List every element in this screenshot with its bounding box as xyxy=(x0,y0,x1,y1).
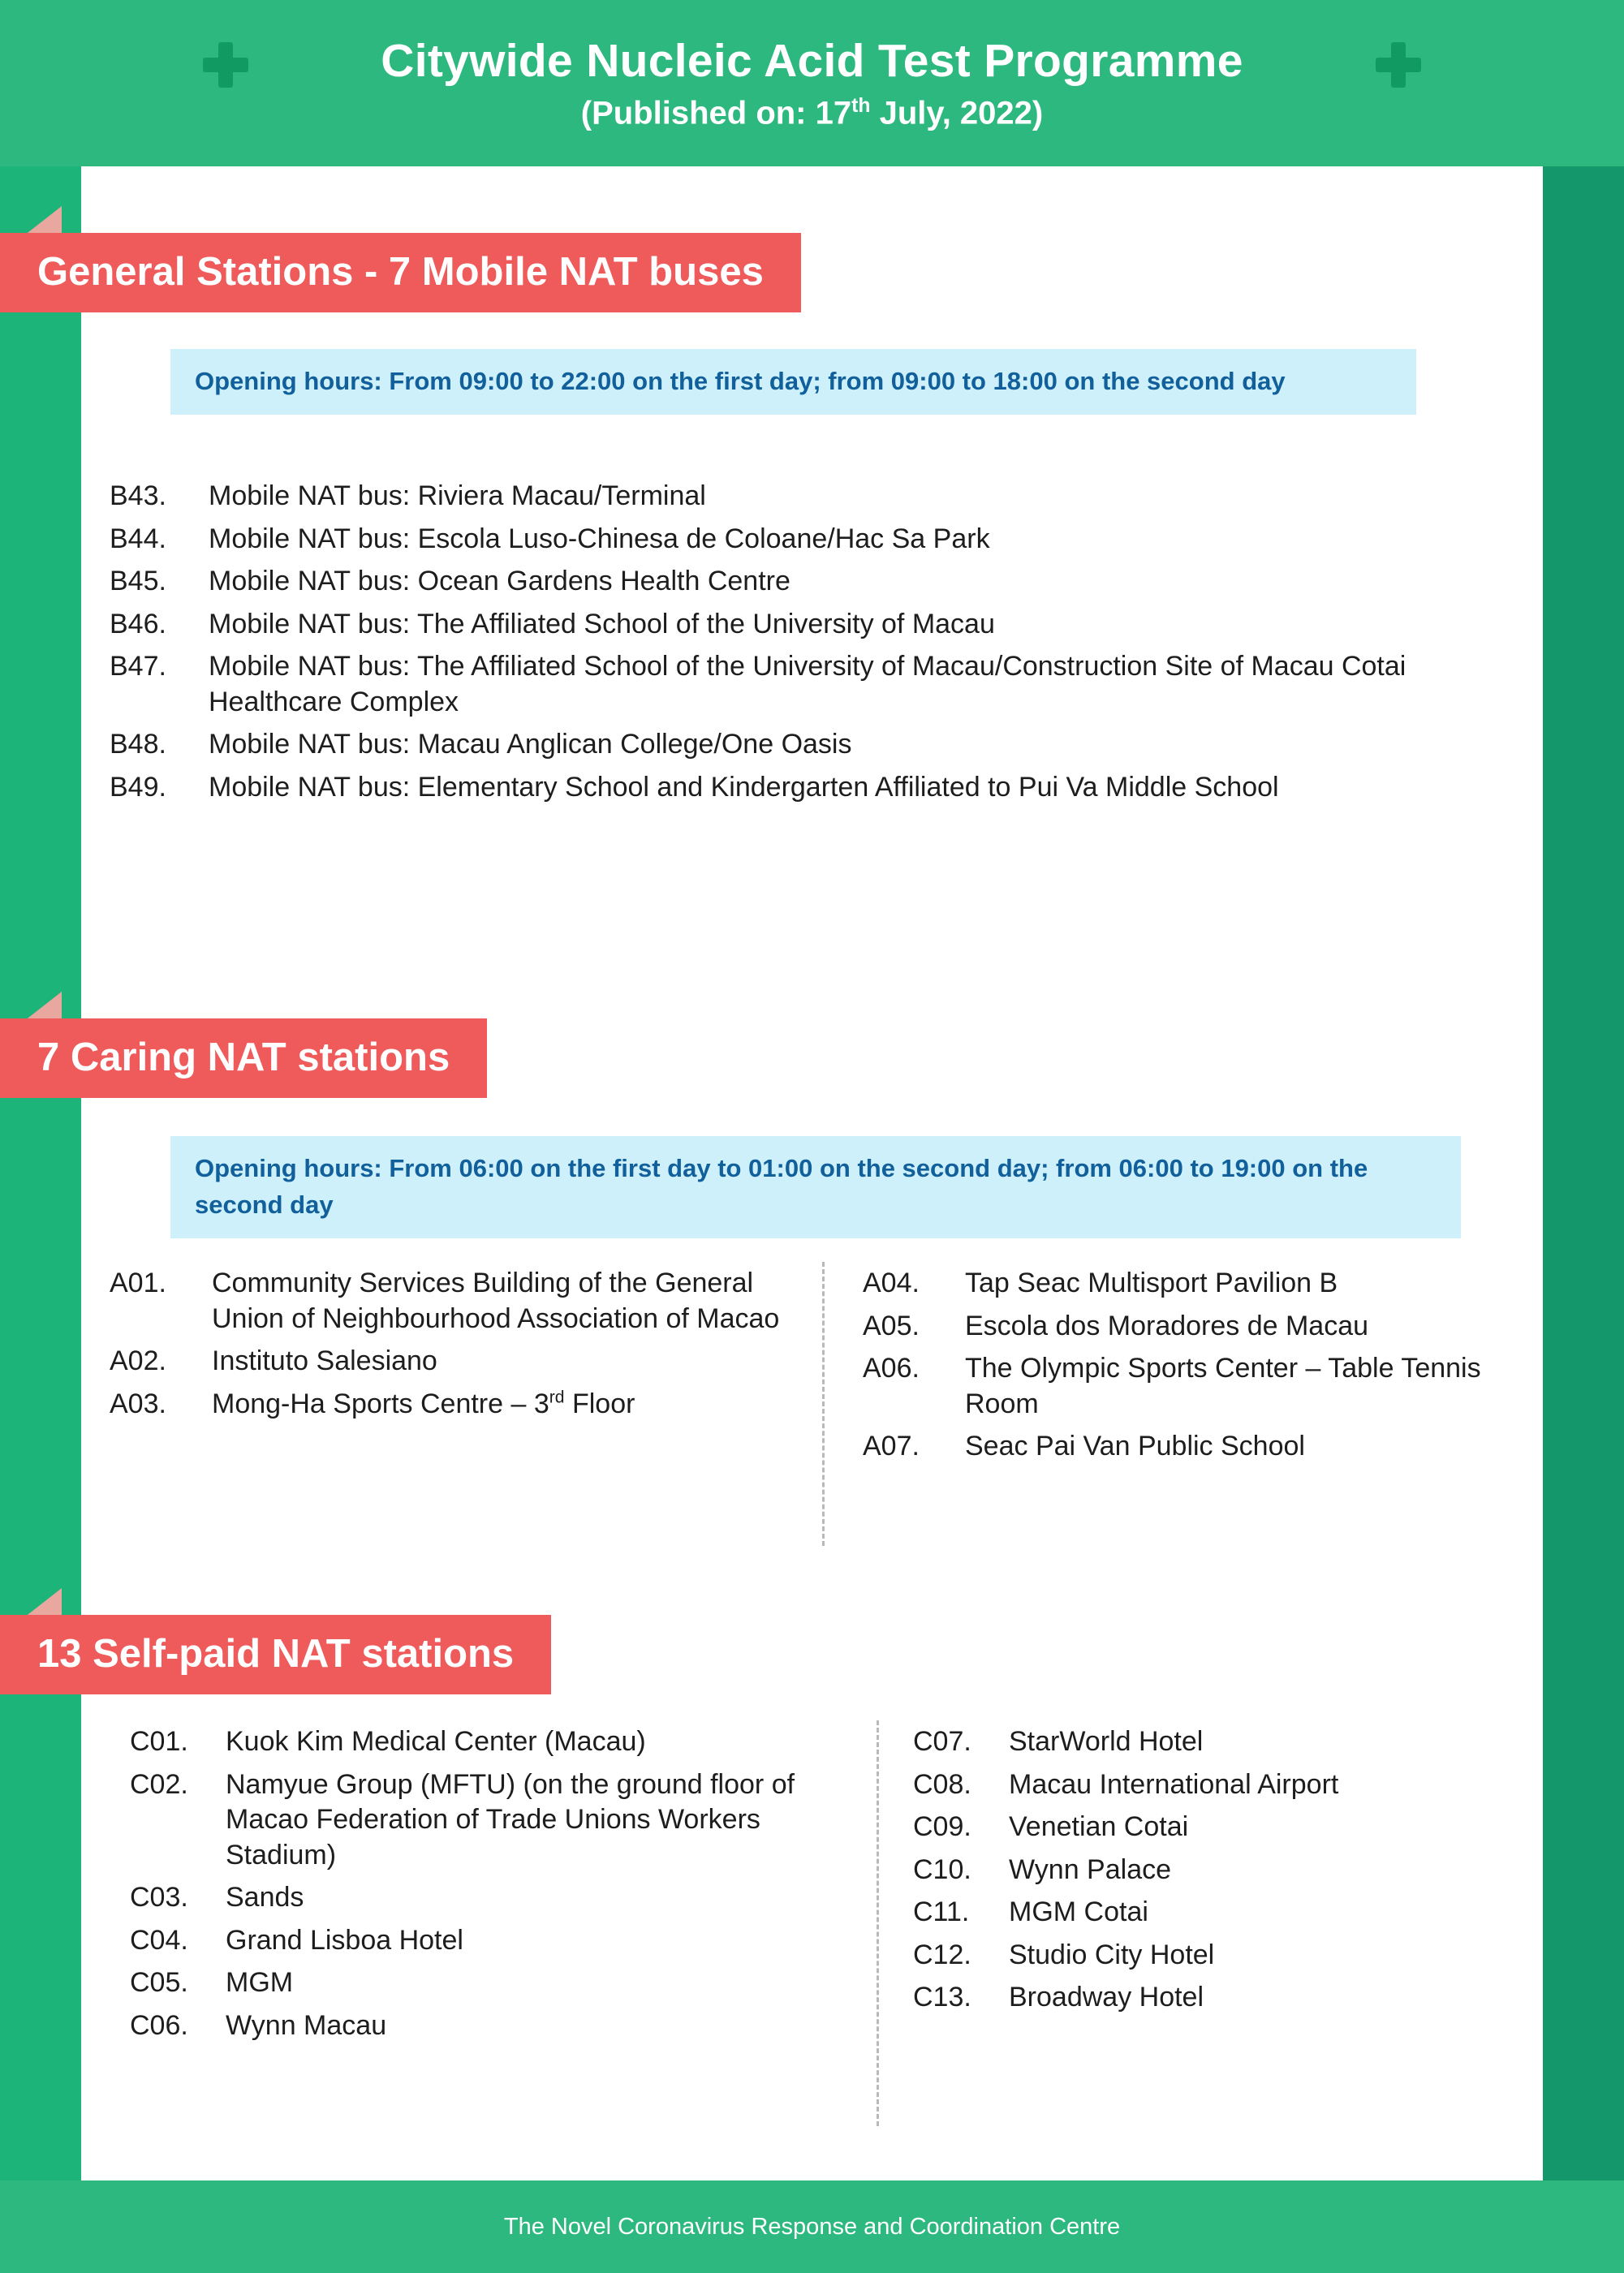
station-code: B44. xyxy=(110,523,166,554)
station-code: B48. xyxy=(110,729,166,760)
poster-header xyxy=(0,0,1624,166)
station-name: Namyue Group (MFTU) (on the ground floor of Macao Federation of Trade Unions Workers Stadium) xyxy=(226,1768,795,1870)
section-3-column-divider xyxy=(877,1720,879,2126)
station-code: B45. xyxy=(110,566,166,597)
list-item xyxy=(110,479,1522,514)
station-name: MGM Cotai xyxy=(1009,1896,1148,1928)
station-name: Community Services Building of the General Union of Neighbourhood Association of Macao xyxy=(212,1268,780,1334)
poster-footer xyxy=(0,2180,1624,2273)
station-code: A06. xyxy=(863,1353,920,1384)
list-item xyxy=(913,1724,1530,1760)
station-code: C01. xyxy=(130,1726,188,1757)
section-1-station-list xyxy=(110,479,1522,812)
station-code: B46. xyxy=(110,608,166,639)
station-name: Tap Seac Multisport Pavilion B xyxy=(965,1268,1338,1298)
list-item xyxy=(110,564,1522,600)
station-code: A04. xyxy=(863,1268,920,1298)
station-name: Studio City Hotel xyxy=(1009,1939,1215,1970)
list-item xyxy=(130,2008,803,2044)
list-item xyxy=(110,770,1522,806)
station-name: Mobile NAT bus: The Affiliated School of the University of Macau/Construction Site of Macau Cotai Healthcare Complex xyxy=(209,651,1406,717)
medical-cross-icon-left xyxy=(203,42,248,88)
station-code: C03. xyxy=(130,1882,188,1914)
station-code: C06. xyxy=(130,2009,188,2041)
station-code: C07. xyxy=(913,1726,971,1757)
station-name-tail: Floor xyxy=(564,1388,635,1419)
station-name: Mobile NAT bus: Riviera Macau/Terminal xyxy=(209,480,706,511)
station-code: C13. xyxy=(913,1982,971,2013)
station-code: A05. xyxy=(863,1310,920,1341)
list-item xyxy=(110,522,1522,557)
list-item xyxy=(110,607,1522,643)
station-code: C12. xyxy=(913,1939,971,1970)
station-name: Mobile NAT bus: Elementary School and Kindergarten Affiliated to Pui Va Middle School xyxy=(209,771,1279,803)
station-name: Wynn Palace xyxy=(1009,1853,1172,1885)
station-name: Macau International Airport xyxy=(1009,1768,1339,1800)
section-3-banner-wrap xyxy=(0,1615,551,1694)
list-item xyxy=(130,1724,803,1760)
list-item xyxy=(130,1880,803,1916)
section-1-banner-wrap xyxy=(0,233,801,312)
station-name: MGM xyxy=(226,1967,294,1999)
station-name: Mobile NAT bus: The Affiliated School of the University of Macau xyxy=(209,608,995,639)
list-item xyxy=(863,1429,1512,1465)
station-name: Kuok Kim Medical Center (Macau) xyxy=(226,1726,646,1757)
station-code: A03. xyxy=(110,1388,166,1419)
station-name: Instituto Salesiano xyxy=(212,1345,437,1377)
section-2-column-divider xyxy=(822,1262,825,1546)
station-name: Mobile NAT bus: Macau Anglican College/One Oasis xyxy=(209,729,852,760)
list-item xyxy=(913,1980,1530,2016)
list-item xyxy=(863,1309,1512,1345)
background-band-right xyxy=(1543,0,1624,2273)
background-band-left xyxy=(0,0,81,2273)
list-item xyxy=(913,1938,1530,1974)
section-1-opening-hours: Opening hours: From 09:00 to 22:00 on the first day; from 09:00 to 18:00 on the second day xyxy=(170,349,1416,415)
station-name: Venetian Cotai xyxy=(1009,1811,1189,1843)
header-text-block xyxy=(381,35,1243,131)
station-code: A01. xyxy=(110,1268,166,1298)
station-code: C04. xyxy=(130,1924,188,1956)
station-name: StarWorld Hotel xyxy=(1009,1726,1204,1757)
station-code: B43. xyxy=(110,480,166,511)
publish-date-ordinal: th xyxy=(851,94,871,117)
station-name xyxy=(212,1387,799,1423)
station-code: C08. xyxy=(913,1768,971,1800)
list-item xyxy=(130,1965,803,2001)
section-3-banner: 13 Self-paid NAT stations xyxy=(0,1615,551,1694)
list-item xyxy=(110,727,1522,763)
station-name: Wynn Macau xyxy=(226,2009,387,2041)
station-name: The Olympic Sports Center – Table Tennis Room xyxy=(965,1353,1481,1419)
section-2-station-list-right xyxy=(863,1266,1512,1472)
station-code: B49. xyxy=(110,771,166,803)
section-2-station-list-left xyxy=(110,1266,799,1429)
station-name: Mobile NAT bus: Ocean Gardens Health Centre xyxy=(209,566,790,597)
station-code: C02. xyxy=(130,1768,188,1800)
publish-date-prefix: (Published on: 17 xyxy=(580,94,852,131)
station-code: A07. xyxy=(863,1431,920,1462)
publish-date xyxy=(381,95,1243,131)
station-name-main: Mong-Ha Sports Centre – 3 xyxy=(212,1388,549,1419)
station-name: Sands xyxy=(226,1882,304,1914)
section-1-banner: General Stations - 7 Mobile NAT buses xyxy=(0,233,801,312)
list-item xyxy=(913,1810,1530,1845)
station-code: B47. xyxy=(110,651,166,682)
list-item xyxy=(110,1387,799,1423)
list-item xyxy=(110,1266,799,1337)
list-item xyxy=(913,1767,1530,1803)
list-item xyxy=(130,1923,803,1959)
list-item xyxy=(110,1344,799,1380)
station-name: Seac Pai Van Public School xyxy=(965,1431,1305,1462)
station-code: A02. xyxy=(110,1345,166,1377)
publish-date-suffix: July, 2022) xyxy=(870,94,1044,131)
list-item xyxy=(130,1767,803,1874)
list-item xyxy=(863,1266,1512,1302)
list-item xyxy=(110,649,1522,720)
list-item xyxy=(913,1895,1530,1931)
list-item xyxy=(913,1853,1530,1888)
station-code: C11. xyxy=(913,1896,970,1928)
station-name: Mobile NAT bus: Escola Luso-Chinesa de Coloane/Hac Sa Park xyxy=(209,523,990,554)
page-title: Citywide Nucleic Acid Test Programme xyxy=(381,35,1243,88)
station-code: C05. xyxy=(130,1967,188,1999)
section-3-station-list-left xyxy=(130,1724,803,2051)
station-code: C09. xyxy=(913,1811,971,1843)
footer-organisation: The Novel Coronavirus Response and Coordination Centre xyxy=(503,2213,1121,2240)
section-2-opening-hours: Opening hours: From 06:00 on the first day to 01:00 on the second day; from 06:00 to 19:00 on the second day xyxy=(170,1136,1461,1238)
station-name: Escola dos Moradores de Macau xyxy=(965,1310,1369,1341)
list-item xyxy=(863,1351,1512,1422)
station-code: C10. xyxy=(913,1853,971,1885)
station-name-ordinal: rd xyxy=(549,1388,565,1407)
station-name: Grand Lisboa Hotel xyxy=(226,1924,463,1956)
section-3-station-list-right xyxy=(913,1724,1530,2023)
section-2-banner-wrap xyxy=(0,1018,487,1098)
medical-cross-icon-right xyxy=(1376,42,1421,88)
section-2-banner: 7 Caring NAT stations xyxy=(0,1018,487,1098)
station-name: Broadway Hotel xyxy=(1009,1982,1204,2013)
